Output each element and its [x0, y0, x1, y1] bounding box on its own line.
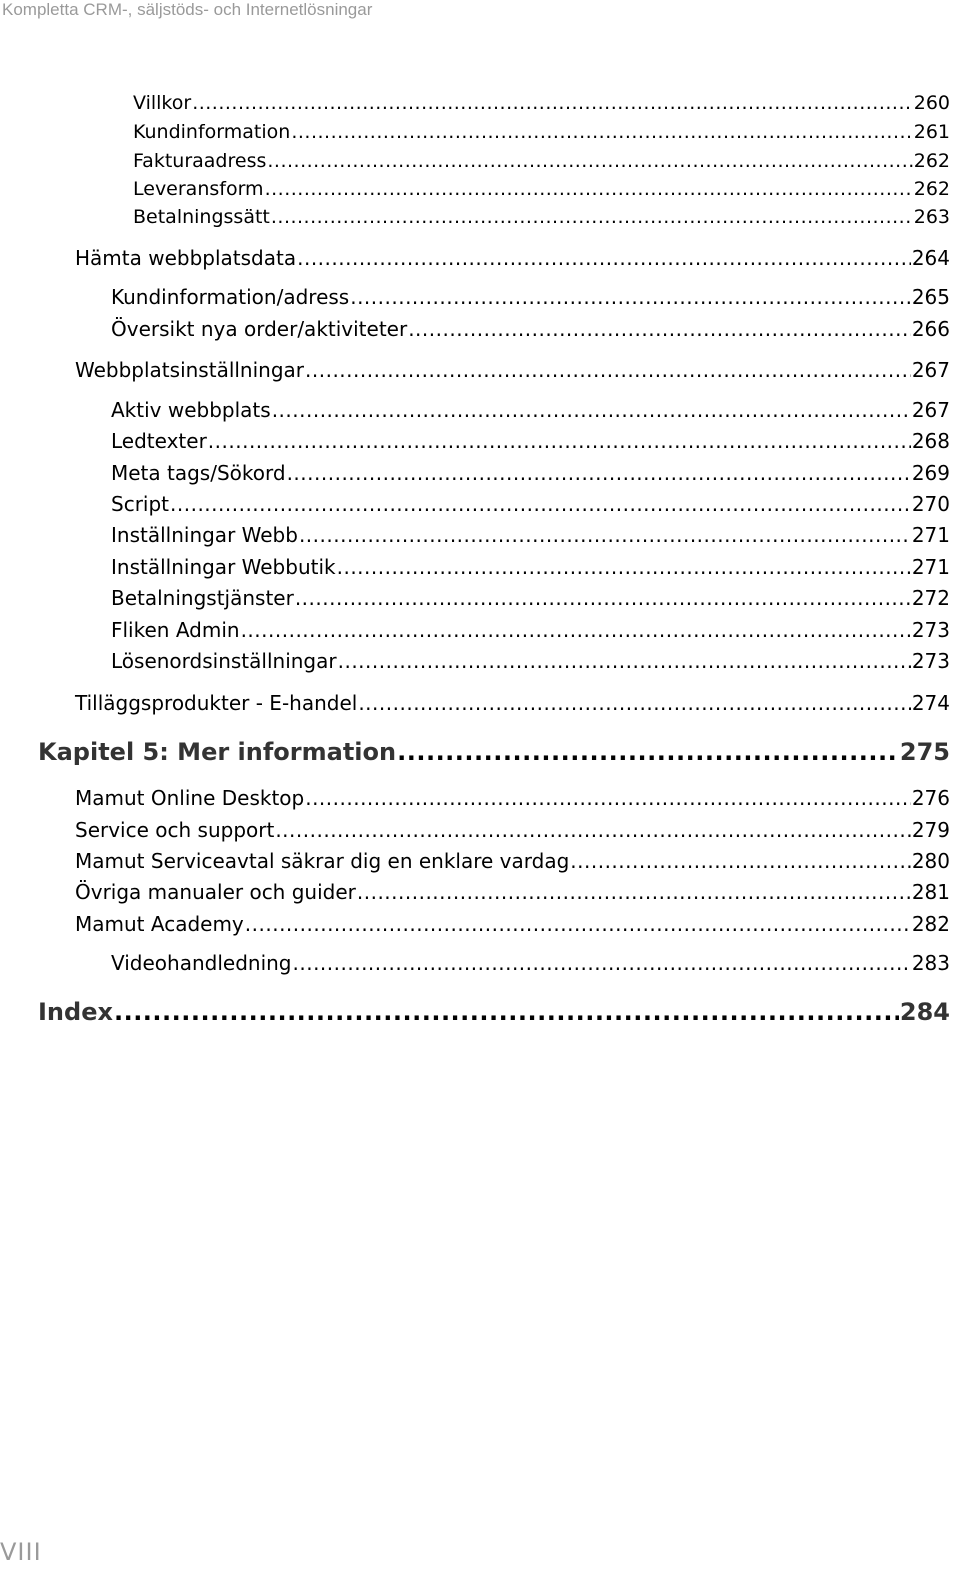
toc-entry-page: 282: [911, 912, 950, 936]
toc-chapter[interactable]: [38, 998, 950, 1026]
dot-leader: [275, 818, 910, 842]
toc-entry-title: Mamut Academy: [75, 912, 244, 936]
toc-entry-title: Index: [38, 998, 113, 1026]
toc-entry-page: 275: [899, 738, 950, 766]
dot-leader: [299, 523, 911, 547]
page-number: VIII: [0, 1538, 42, 1566]
toc-entry-page: 276: [911, 786, 950, 810]
toc-entry-title: Kundinformation: [133, 121, 291, 143]
toc-entry-page: 261: [913, 121, 950, 143]
toc-entry[interactable]: [111, 951, 950, 975]
toc-entry-page: 267: [911, 358, 950, 382]
toc-entry-page: 271: [911, 523, 950, 547]
toc-entry[interactable]: [133, 150, 950, 172]
toc-entry-title: Aktiv webbplats: [111, 398, 271, 422]
toc-entry-page: 273: [911, 618, 950, 642]
toc-entry-page: 262: [913, 178, 950, 200]
toc-entry[interactable]: [75, 786, 950, 810]
toc-entry[interactable]: [111, 317, 950, 341]
dot-leader: [305, 358, 911, 382]
dot-leader: [114, 998, 899, 1026]
toc-entry[interactable]: [111, 618, 950, 642]
dot-leader: [192, 92, 913, 114]
toc-entry-title: Mamut Serviceavtal säkrar dig en enklare vardag: [75, 849, 570, 873]
toc-entry-page: 271: [911, 555, 950, 579]
dot-leader: [305, 786, 911, 810]
toc-entry-title: Webbplatsinställningar: [75, 358, 305, 382]
dot-leader: [267, 150, 912, 172]
toc-entry-title: Tilläggsprodukter - E-handel: [75, 691, 358, 715]
toc-entry-title: Script: [111, 492, 170, 516]
dot-leader: [241, 618, 911, 642]
toc-entry[interactable]: [75, 358, 950, 382]
dot-leader: [272, 398, 911, 422]
toc-entry-title: Kapitel 5: Mer information: [38, 738, 397, 766]
toc-entry-page: 262: [913, 150, 950, 172]
toc-entry-title: Meta tags/Sökord: [111, 461, 286, 485]
toc-entry-title: Leveransform: [133, 178, 264, 200]
toc-entry-page: 260: [913, 92, 950, 114]
dot-leader: [287, 461, 911, 485]
toc-entry-title: Fliken Admin: [111, 618, 240, 642]
toc-entry-page: 267: [911, 398, 950, 422]
toc-entry-title: Översikt nya order/aktiviteter: [111, 317, 408, 341]
dot-leader: [338, 649, 911, 673]
toc-entry-title: Inställningar Webbutik: [111, 555, 336, 579]
toc-entry[interactable]: [75, 880, 950, 904]
toc-entry-title: Service och support: [75, 818, 275, 842]
toc-entry[interactable]: [111, 649, 950, 673]
dot-leader: [291, 121, 912, 143]
toc-entry-page: 283: [911, 951, 950, 975]
toc-entry-page: 270: [911, 492, 950, 516]
toc-entry-title: Lösenordsinställningar: [111, 649, 337, 673]
dot-leader: [271, 206, 913, 228]
dot-leader: [358, 691, 910, 715]
toc-entry-title: Ledtexter: [111, 429, 207, 453]
toc-entry[interactable]: [75, 246, 950, 270]
toc-entry-page: 273: [911, 649, 950, 673]
toc-entry-page: 269: [911, 461, 950, 485]
toc-entry[interactable]: [111, 461, 950, 485]
toc-entry[interactable]: [111, 586, 950, 610]
toc-entry[interactable]: [133, 92, 950, 114]
toc-entry[interactable]: [75, 691, 950, 715]
toc-entry-page: 265: [911, 285, 950, 309]
toc-entry-title: Kundinformation/adress: [111, 285, 350, 309]
toc-entry[interactable]: [111, 492, 950, 516]
toc-entry[interactable]: [75, 912, 950, 936]
toc-entry-page: 264: [911, 246, 950, 270]
dot-leader: [570, 849, 911, 873]
dot-leader: [350, 285, 911, 309]
toc-entry-page: 281: [911, 880, 950, 904]
toc-entry-page: 279: [911, 818, 950, 842]
toc-entry-page: 280: [911, 849, 950, 873]
dot-leader: [408, 317, 911, 341]
toc-entry-page: 266: [911, 317, 950, 341]
toc-entry[interactable]: [133, 206, 950, 228]
dot-leader: [337, 555, 911, 579]
toc-entry-page: 272: [911, 586, 950, 610]
toc-entry[interactable]: [111, 523, 950, 547]
toc-entry[interactable]: [111, 285, 950, 309]
dot-leader: [357, 880, 911, 904]
toc-entry[interactable]: [111, 398, 950, 422]
toc-entry-page: 268: [911, 429, 950, 453]
dot-leader: [208, 429, 911, 453]
toc-entry[interactable]: [133, 121, 950, 143]
toc-entry-title: Villkor: [133, 92, 192, 114]
dot-leader: [265, 178, 913, 200]
toc-entry-title: Fakturaadress: [133, 150, 267, 172]
toc-entry-title: Mamut Online Desktop: [75, 786, 305, 810]
running-header: Kompletta CRM-, säljstöds- och Internetlösningar: [2, 0, 373, 19]
toc-entry-title: Betalningssätt: [133, 206, 270, 228]
toc-entry-title: Videohandledning: [111, 951, 292, 975]
toc-entry[interactable]: [75, 818, 950, 842]
dot-leader: [293, 951, 911, 975]
toc-entry-page: 263: [913, 206, 950, 228]
toc-entry-page: 284: [899, 998, 950, 1026]
toc-entry[interactable]: [133, 178, 950, 200]
toc-entry-title: Övriga manualer och guider: [75, 880, 356, 904]
toc-chapter[interactable]: [38, 738, 950, 766]
toc-entry-title: Hämta webbplatsdata: [75, 246, 297, 270]
toc-entry-page: 274: [911, 691, 950, 715]
toc-entry[interactable]: [111, 429, 950, 453]
toc-entry-title: Inställningar Webb: [111, 523, 298, 547]
dot-leader: [295, 586, 911, 610]
dot-leader: [397, 738, 899, 766]
toc-entry[interactable]: [111, 555, 950, 579]
dot-leader: [170, 492, 911, 516]
dot-leader: [297, 246, 911, 270]
toc-entry[interactable]: [75, 849, 950, 873]
dot-leader: [245, 912, 911, 936]
toc-entry-title: Betalningstjänster: [111, 586, 294, 610]
